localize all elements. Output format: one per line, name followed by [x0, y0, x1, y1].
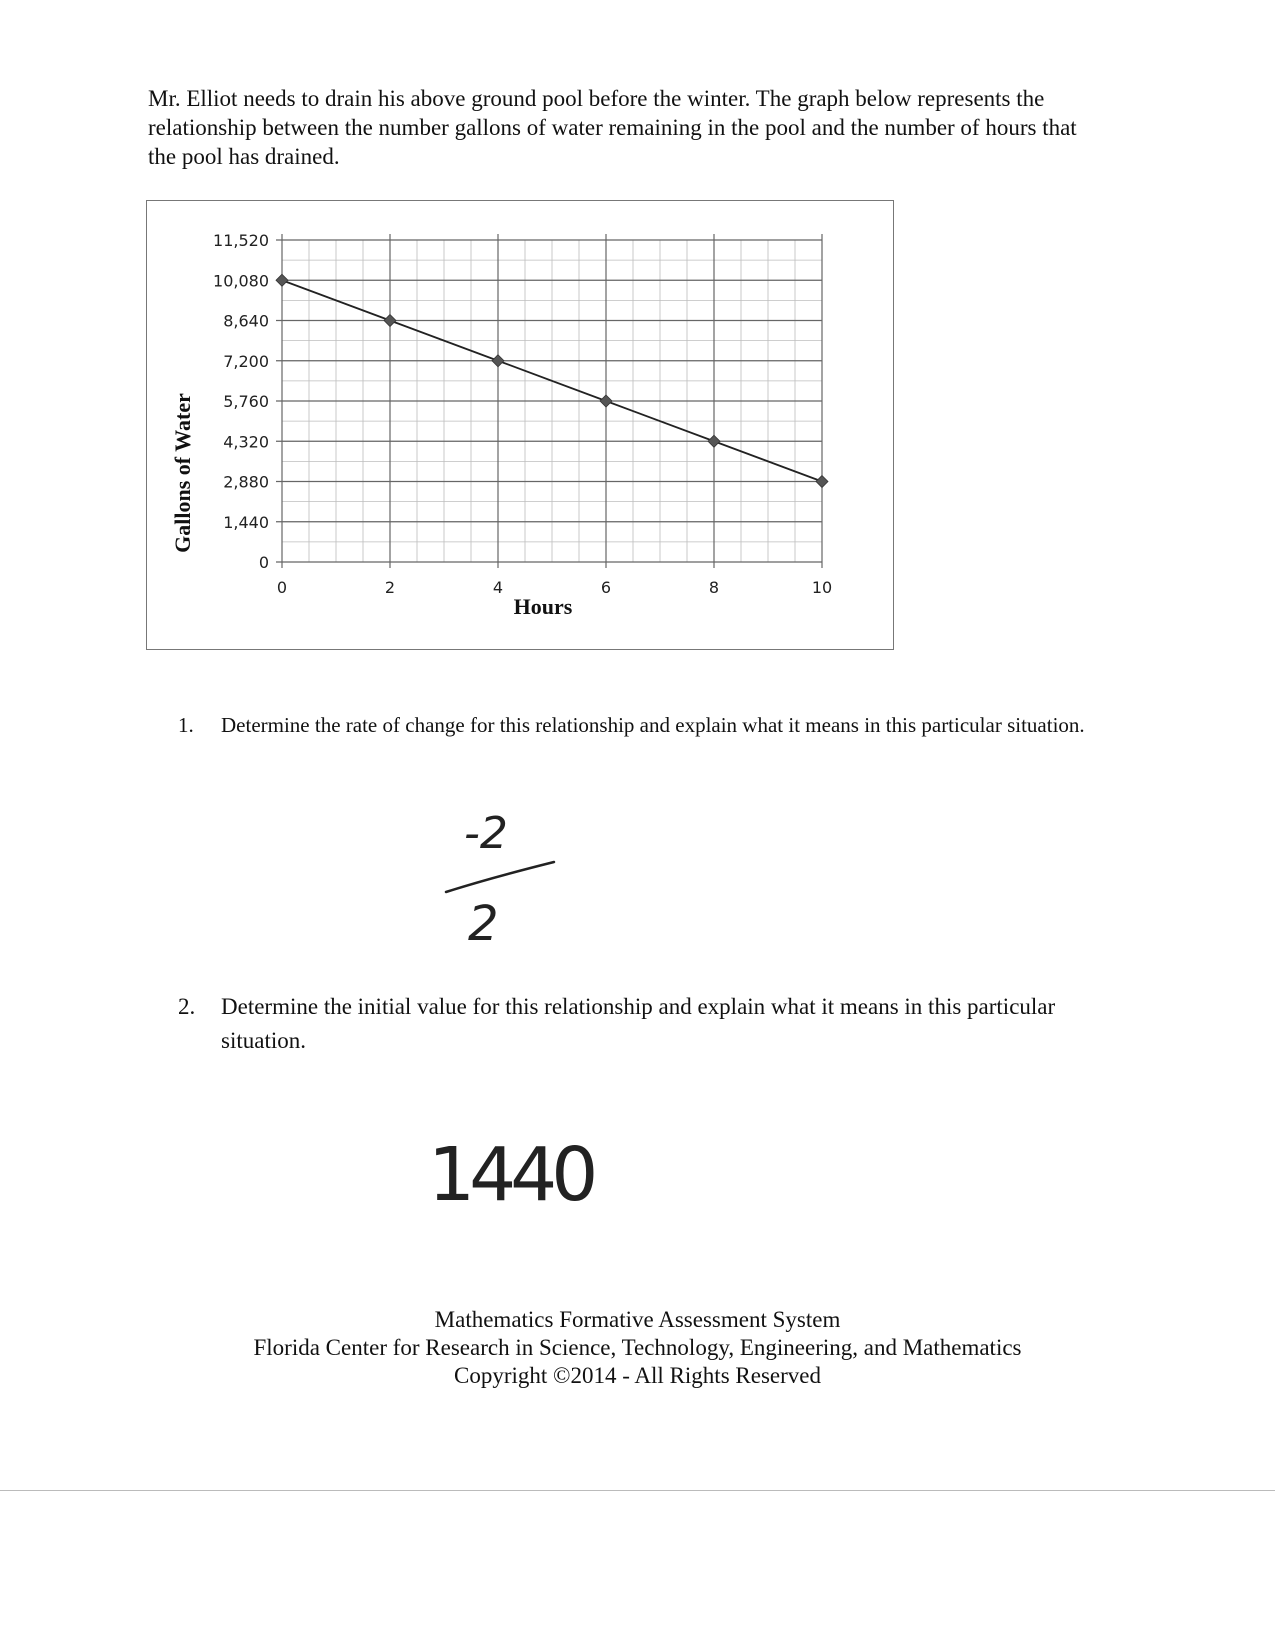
footer-line-1: Mathematics Formative Assessment System	[434, 1307, 841, 1332]
footer-line-3: Copyright ©2014 - All Rights Reserved	[454, 1363, 821, 1388]
x-axis-label: Hours	[513, 594, 573, 619]
x-tick-label: 6	[600, 578, 612, 597]
x-tick-label: 2	[384, 578, 396, 597]
x-tick-label: 10	[811, 578, 833, 597]
x-tick-label: 0	[276, 578, 288, 597]
y-tick-label: 7,200	[223, 351, 269, 371]
footer	[0, 1306, 1275, 1390]
y-tick-label: 11,520	[213, 231, 269, 250]
data-point-marker	[600, 395, 612, 407]
y-tick-label: 2,880	[223, 472, 269, 492]
question-1-number: 1.	[178, 713, 194, 737]
y-tick-label: 8,640	[223, 311, 269, 331]
chart-frame	[146, 200, 894, 650]
handwritten-answer-2	[420, 1120, 660, 1220]
x-tick-label: 4	[492, 578, 504, 597]
data-point-marker	[708, 435, 720, 447]
data-point-marker	[276, 274, 288, 286]
data-point-marker	[492, 355, 504, 367]
page-bottom-rule	[0, 1490, 1275, 1491]
data-point-marker	[384, 315, 396, 327]
answer-2-value: 1440	[428, 1132, 593, 1218]
y-tick-label: 5,760	[223, 392, 269, 411]
answer-1-numerator: -2	[464, 808, 508, 859]
y-axis-label: Gallons of Water	[170, 393, 195, 553]
data-point-marker	[816, 476, 828, 488]
footer-line-2: Florida Center for Research in Science, Technology, Engineering, and Mathematics	[253, 1335, 1022, 1360]
answer-1-denominator: 2	[468, 896, 499, 952]
intro-paragraph: Mr. Elliot needs to drain his above ground pool before the winter. The graph below represents the relationship between the number gallons of water remaining in the pool and the number of hours that the pool has drained.	[148, 86, 1077, 169]
y-tick-label: 4,320	[223, 432, 269, 452]
handwritten-answer-1	[420, 800, 600, 960]
gallons-vs-hours-chart	[147, 201, 892, 648]
answer-1-fraction-bar	[446, 862, 554, 892]
question-1-text: Determine the rate of change for this relationship and explain what it means in this particular situation.	[221, 713, 1085, 737]
chart-grid	[276, 234, 822, 568]
question-1	[178, 709, 1128, 741]
y-tick-label: 10,080	[213, 271, 269, 291]
y-tick-label: 0	[258, 553, 269, 572]
question-2	[178, 990, 1128, 1058]
question-2-number: 2.	[178, 994, 196, 1019]
question-2-text: Determine the initial value for this relationship and explain what it means in this particular situation.	[221, 994, 1056, 1053]
y-tick-label: 1,440	[223, 512, 269, 532]
x-tick-label: 8	[708, 578, 720, 597]
